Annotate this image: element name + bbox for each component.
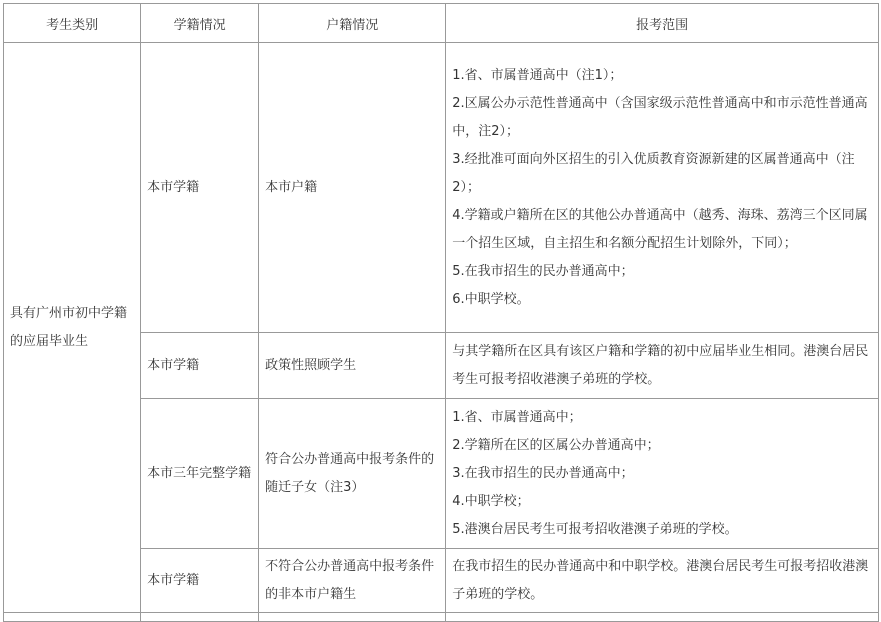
header-student-status: 学籍情况 — [141, 4, 259, 43]
scope-item: 6.中职学校。 — [452, 291, 530, 307]
hukou-cell: 政策性照顾学生 — [259, 333, 446, 399]
scope-item: 与其学籍所在区具有该区户籍和学籍的初中应届毕业生相同。港澳台居民考生可报考招收港澳子弟班的学校。 — [452, 343, 869, 387]
status-cell: 本市学籍 — [141, 43, 259, 333]
hukou-cell: 本市户籍 — [259, 43, 446, 333]
scope-cell — [446, 333, 879, 399]
scope-cell — [446, 549, 879, 613]
scope-item: 4.中职学校； — [452, 493, 530, 509]
scope-item: 5.港澳台居民考生可报考招收港澳子弟班的学校。 — [452, 521, 738, 537]
status-cell: 本市学籍 — [141, 549, 259, 613]
scope-cell — [446, 43, 879, 333]
hukou-cell: 不符合公办普通高中报考条件的非本市户籍生 — [259, 549, 446, 613]
status-cell: 本市三年完整学籍 — [141, 399, 259, 549]
scope-item: 1.省、市属普通高中； — [452, 409, 582, 425]
scope-item: 在我市招生的民办普通高中和中职学校。港澳台居民考生可报考招收港澳子弟班的学校。 — [452, 558, 869, 602]
table-row-partial — [4, 613, 879, 622]
scope-item: 2.学籍所在区的区属公办普通高中； — [452, 437, 660, 453]
scope-item: 3.在我市招生的民办普通高中； — [452, 465, 634, 481]
scope-cell — [446, 399, 879, 549]
header-category: 考生类别 — [4, 4, 141, 43]
header-scope: 报考范围 — [446, 4, 879, 43]
header-hukou: 户籍情况 — [259, 4, 446, 43]
hukou-cell: 符合公办普通高中报考条件的随迁子女（注3） — [259, 399, 446, 549]
admission-scope-table — [3, 3, 879, 622]
status-cell: 本市学籍 — [141, 333, 259, 399]
scope-item: 4.学籍或户籍所在区的其他公办普通高中（越秀、海珠、荔湾三个区同属一个招生区域，自主招生和名额分配招生计划除外，下同）； — [452, 207, 868, 251]
scope-item: 5.在我市招生的民办普通高中； — [452, 263, 634, 279]
scope-item: 2.区属公办示范性普通高中（含国家级示范性普通高中和市示范性普通高中，注2）； — [452, 95, 868, 139]
scope-item: 3.经批准可面向外区招生的引入优质教育资源新建的区属普通高中（注2）； — [452, 151, 855, 195]
category-cell: 具有广州市初中学籍的应届毕业生 — [4, 43, 141, 613]
scope-item: 1.省、市属普通高中（注1）； — [452, 67, 623, 83]
header-row — [4, 4, 879, 43]
table-row — [4, 43, 879, 333]
